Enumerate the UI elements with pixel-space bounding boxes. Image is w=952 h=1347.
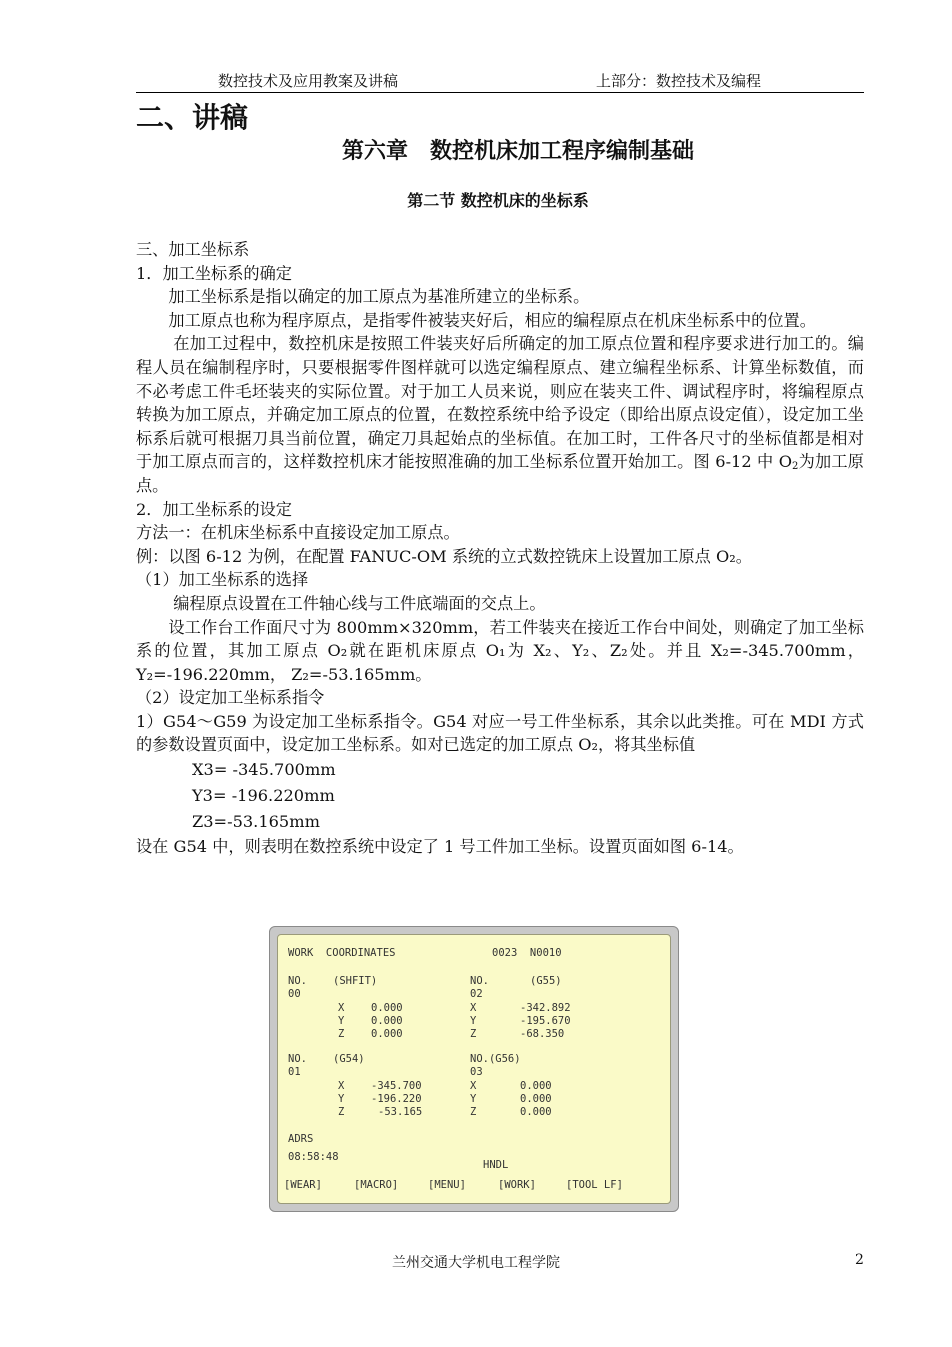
block-02-name: (G55) xyxy=(530,975,562,987)
block-03-name: NO.(G56) xyxy=(470,1053,521,1065)
block-01-name: (G54) xyxy=(333,1053,365,1065)
sub-paragraph-1: 编程原点设置在工件轴心线与工件底端面的交点上。 xyxy=(173,593,546,613)
coord-x3: X3= -345.700mm xyxy=(192,760,336,780)
document-body xyxy=(136,238,864,859)
block-02-x-label: X xyxy=(470,1002,477,1014)
softkey-menu[interactable]: [MENU] xyxy=(428,1179,466,1191)
softkey-tool-lf[interactable]: [TOOL LF] xyxy=(566,1179,623,1191)
block-02-x: -342.892 xyxy=(520,1002,571,1014)
block-01-no-label: NO. xyxy=(288,1053,307,1065)
block-03-z-label: Z xyxy=(470,1106,477,1118)
subsection-title: 第二节 数控机床的坐标系 xyxy=(407,191,589,210)
sub-paragraph-2: 设工作台工作面尺寸为 800mm×320mm，若工件装夹在接近工作台中间处，则确定了加工坐标系的位置，其加工原点 O₂就在距机床原点 O₁为 X₂、Y₂、Z₂处。并且 X₂=-345.700mm，Y₂=-196.220mm， Z₂=-53.165mm。 xyxy=(136,617,864,684)
block-00-x-label: X xyxy=(338,1002,345,1014)
block-00-z: 0.000 xyxy=(371,1028,403,1040)
screen-program-number: 0023 N0010 xyxy=(492,947,562,959)
block-00-x: 0.000 xyxy=(371,1002,403,1014)
block-03-x: 0.000 xyxy=(520,1080,552,1092)
block-01-x-label: X xyxy=(338,1080,345,1092)
block-03-y: 0.000 xyxy=(520,1093,552,1105)
section-title: 二、讲稿 xyxy=(136,101,249,134)
block-00-z-label: Z xyxy=(338,1028,345,1040)
block-03-x-label: X xyxy=(470,1080,477,1092)
softkey-wear[interactable]: [WEAR] xyxy=(284,1179,322,1191)
block-01-no: 01 xyxy=(288,1066,301,1078)
block-00-y-label: Y xyxy=(338,1015,345,1027)
chapter-title: 第六章 数控机床加工程序编制基础 xyxy=(341,138,694,164)
softkey-macro[interactable]: [MACRO] xyxy=(354,1179,399,1191)
paragraph-1: 加工坐标系是指以确定的加工原点为基准所建立的坐标系。 xyxy=(168,287,590,307)
block-03-y-label: Y xyxy=(470,1093,477,1105)
heading-3: 三、加工坐标系 xyxy=(136,240,250,259)
block-02-y-label: Y xyxy=(470,1015,477,1027)
block-02-no: 02 xyxy=(470,988,483,1000)
block-01-y-label: Y xyxy=(338,1093,345,1105)
block-02-z: -68.350 xyxy=(520,1028,565,1040)
sub-heading-1: （1）加工坐标系的选择 xyxy=(136,570,309,590)
example: 例：以图 6-12 为例，在配置 FANUC-OM 系统的立式数控铣床上设置加工原点 O₂。 xyxy=(136,546,752,566)
heading-1-2: 2．加工坐标系的设定 xyxy=(136,499,292,519)
heading-1-1: 1．加工坐标系的确定 xyxy=(136,263,292,283)
paragraph-3: 在加工过程中，数控机床是按照工件装夹好后所确定的加工原点位置和程序要求进行加工的。编程人员在编制程序时，只要根据零件图样就可以选定编程原点、建立编程坐标系、计算坐标数值，而不必考虑工件毛坯装夹的实际位置。对于加工人员来说，则应在装夹工件、调试程序时，将编程原点转换为加工原点，并确定加工原点的位置，在数控系统中给予设定（即给出原点设定值），设定加工坐标系后就可根据刀具当前位置，确定刀具起始点的坐标值。在加工时，工件各尺寸的坐标值都是相对于加工原点而言的，这样数控机床才能按照准确的加工坐标系位置开始加工。图 6-12 中 $O_2$为加工原点。 xyxy=(136,334,864,495)
block-02-z-label: Z xyxy=(470,1028,477,1040)
sub-paragraph-3: 1）G54～G59 为设定加工坐标系指令。G54 对应一号工件坐标系，其余以此类推。可在 MDI 方式的参数设置页面中，设定加工坐标系。如对已选定的加工原点 O₂，将其坐标值 xyxy=(136,711,864,755)
block-03-no: 03 xyxy=(470,1066,483,1078)
page-number: 2 xyxy=(855,1252,864,1268)
block-01-x: -345.700 xyxy=(371,1080,422,1092)
coord-y3: Y3= -196.220mm xyxy=(192,786,335,806)
screen-mode: HNDL xyxy=(483,1159,509,1171)
block-01-z: -53.165 xyxy=(378,1106,423,1118)
screen-adrs: ADRS xyxy=(288,1133,314,1145)
page-footer: 兰州交通大学机电工程学院 xyxy=(392,1255,560,1271)
screen-title: WORK COORDINATES xyxy=(288,947,396,959)
block-00-name: (SHFIT) xyxy=(333,975,378,987)
method-1: 方法一：在机床坐标系中直接设定加工原点。 xyxy=(136,523,460,543)
softkey-work[interactable]: [WORK] xyxy=(498,1179,536,1191)
sub-heading-2: （2）设定加工坐标系指令 xyxy=(136,688,325,708)
paragraph-2: 加工原点也称为程序原点，是指零件被装夹好后，相应的编程原点在机床坐标系中的位置。 xyxy=(168,310,816,330)
cnc-work-coordinates-screen xyxy=(277,934,671,1204)
page-header xyxy=(136,68,864,93)
block-02-y: -195.670 xyxy=(520,1015,571,1027)
block-00-y: 0.000 xyxy=(371,1015,403,1027)
closing-paragraph: 设在 G54 中，则表明在数控系统中设定了 1 号工件加工坐标。设置页面如图 6-14。 xyxy=(136,837,744,857)
block-01-y: -196.220 xyxy=(371,1093,422,1105)
block-00-no: 00 xyxy=(288,988,301,1000)
header-right: 上部分：数控技术及编程 xyxy=(596,72,762,90)
block-01-z-label: Z xyxy=(338,1106,345,1118)
header-left: 数控技术及应用教案及讲稿 xyxy=(218,72,399,90)
block-02-no-label: NO. xyxy=(470,975,489,987)
block-03-z: 0.000 xyxy=(520,1106,552,1118)
coord-z3: Z3=-53.165mm xyxy=(192,812,320,832)
screen-time: 08:58:48 xyxy=(288,1151,339,1163)
block-00-no-label: NO. xyxy=(288,975,307,987)
